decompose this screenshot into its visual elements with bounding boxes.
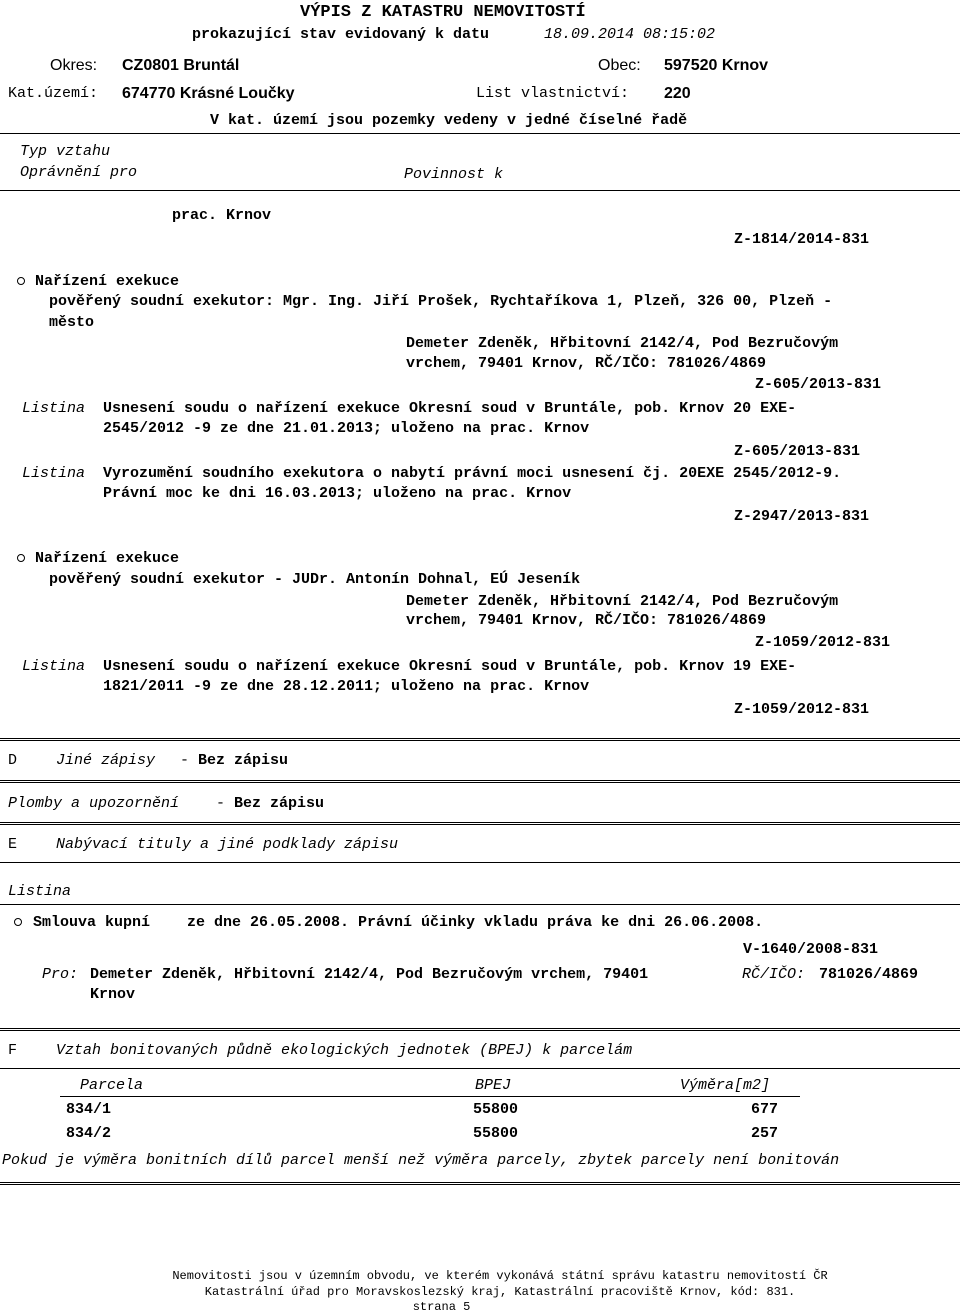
row2-parcela: 834/2: [66, 1125, 112, 1142]
bullet-icon: [14, 918, 22, 926]
section-e-rc-value: 781026/4869: [819, 966, 919, 983]
entry1-debtor2: vrchem, 79401 Krnov, RČ/IČO: 781026/4869: [406, 355, 767, 372]
footer-line2: Katastrální úřad pro Moravskoslezský kraj, Katastrální pracoviště Krnov, kód: 831.: [204, 1285, 796, 1299]
section-e-divider: [0, 822, 960, 825]
entry2-line1: pověřený soudní exekutor - JUDr. Antonín Dohnal, EÚ Jeseník: [49, 571, 581, 588]
entry2-listina1-l2: 1821/2011 -9 ze dne 28.12.2011; uloženo na prac. Krnov: [103, 678, 590, 695]
section-e-label: Nabývací tituly a jiné podklady zápisu: [56, 836, 399, 853]
list-value: 220: [664, 85, 691, 102]
footer-line1: Nemovitosti jsou v územním obvodu, ve kterém vykonává státní správu katastru nemovitostí ČR: [172, 1269, 828, 1283]
entry2-listina-label: Listina: [22, 658, 86, 675]
section-e-listina-label: Listina: [8, 883, 72, 900]
row1-bpej: 55800: [473, 1101, 519, 1118]
entry1-title: Nařízení exekuce: [35, 273, 180, 290]
bpej-note: Pokud je výměra bonitních dílů parcel menší než výměra parcely, zbytek parcely není bonitován: [2, 1152, 840, 1169]
plomby-value: Bez zápisu: [234, 795, 325, 812]
entry2-debtor1: Demeter Zdeněk, Hřbitovní 2142/4, Pod Bezručovým: [406, 593, 839, 610]
col-parcela: Parcela: [80, 1077, 144, 1094]
katuzemi-value: 674770 Krásné Loučky: [122, 85, 295, 102]
entry1-ref1: Z-605/2013-831: [755, 376, 882, 393]
col-vymera: Výměra[m2]: [680, 1077, 771, 1094]
row1-vymera: 677: [751, 1101, 779, 1118]
entry2-ref2: Z-1059/2012-831: [734, 701, 870, 718]
ref-top: Z-1814/2014-831: [734, 231, 870, 248]
document-title: VÝPIS Z KATASTRU NEMOVITOSTÍ: [300, 3, 586, 22]
numbering-note: V kat. území jsou pozemky vedeny v jedné číselné řadě: [210, 112, 688, 129]
table-header-divider: [60, 1096, 800, 1097]
entry1-listina2-l1: Vyrozumění soudního exekutora o nabytí právní moci usnesení čj. 20EXE 2545/2012-9.: [103, 465, 842, 482]
footer-page: strana 5: [412, 1300, 471, 1314]
section-d-letter: D: [8, 752, 18, 769]
section-e-item-detail: ze dne 26.05.2008. Právní účinky vkladu práva ke dni 26.06.2008.: [187, 914, 764, 931]
col-typ-vztahu: Typ vztahu: [20, 143, 111, 160]
row2-bpej: 55800: [473, 1125, 519, 1142]
plomby-divider: [0, 780, 960, 783]
section-f-end-divider: [0, 1182, 960, 1185]
section-e-pro-label: Pro:: [42, 966, 79, 983]
obec-value: 597520 Krnov: [664, 57, 769, 74]
document-date: 18.09.2014 08:15:02: [544, 26, 716, 43]
okres-value: CZ0801 Bruntál: [122, 57, 240, 74]
bullet-icon: [17, 277, 25, 285]
section-e-listina-divider: [0, 904, 960, 905]
section-f-divider: [0, 1028, 960, 1031]
section-f-label: Vztah bonitovaných půdně ekologických jednotek (BPEJ) k parcelám: [56, 1042, 633, 1059]
entry2-title: Nařízení exekuce: [35, 550, 180, 567]
entry1-line1: pověřený soudní exekutor: Mgr. Ing. Jiří Prošek, Rychtaříkova 1, Plzeň, 326 00, Plzeň -: [49, 293, 833, 310]
section-d-divider: [0, 738, 960, 741]
entry1-listina2-label: Listina: [22, 465, 86, 482]
section-e-item-title: Smlouva kupní: [33, 914, 151, 931]
plomby-label: Plomby a upozornění: [8, 795, 180, 812]
entry2-ref1: Z-1059/2012-831: [755, 634, 891, 651]
bullet-icon: [17, 554, 25, 562]
entry1-ref3: Z-2947/2013-831: [734, 508, 870, 525]
section-f-letter: F: [8, 1042, 18, 1059]
katuzemi-label: Kat.území:: [8, 85, 99, 102]
entry2-listina1-l1: Usnesení soudu o nařízení exekuce Okresní soud v Bruntále, pob. Krnov 19 EXE-: [103, 658, 797, 675]
section-e-subdivider: [0, 862, 960, 863]
section-e-ref: V-1640/2008-831: [743, 941, 879, 958]
section-e-pro-value-l2: Krnov: [90, 986, 136, 1003]
entry1-ref2: Z-605/2013-831: [734, 443, 861, 460]
entry1-debtor1: Demeter Zdeněk, Hřbitovní 2142/4, Pod Bezručovým: [406, 335, 839, 352]
list-label: List vlastnictví:: [476, 85, 630, 102]
row2-vymera: 257: [751, 1125, 779, 1142]
section-e-letter: E: [8, 836, 18, 853]
entry1-listina2-l2: Právní moc ke dni 16.03.2013; uloženo na prac. Krnov: [103, 485, 572, 502]
plomby-dash: -: [216, 795, 226, 812]
document-subtitle: prokazující stav evidovaný k datu: [192, 26, 490, 43]
col-bpej: BPEJ: [475, 1077, 512, 1094]
section-f-subdivider: [0, 1068, 960, 1069]
section-d-value: Bez zápisu: [198, 752, 289, 769]
section-d-label: Jiné zápisy: [56, 752, 156, 769]
entry1-listina1-l2: 2545/2012 -9 ze dne 21.01.2013; uloženo na prac. Krnov: [103, 420, 590, 437]
section-e-rc-label: RČ/IČO:: [742, 966, 806, 983]
row1-parcela: 834/1: [66, 1101, 112, 1118]
prac-krnov: prac. Krnov: [172, 207, 272, 224]
entry1-line2: město: [49, 314, 95, 331]
okres-label: Okres:: [50, 57, 98, 74]
section-d-dash: -: [180, 752, 190, 769]
columns-divider: [0, 190, 960, 191]
obec-label: Obec:: [598, 57, 641, 74]
entry1-listina1-l1: Usnesení soudu o nařízení exekuce Okresní soud v Bruntále, pob. Krnov 20 EXE-: [103, 400, 797, 417]
col-povinnost-k: Povinnost k: [404, 166, 504, 183]
section-e-pro-value-l1: Demeter Zdeněk, Hřbitovní 2142/4, Pod Bezručovým vrchem, 79401: [90, 966, 649, 983]
header-divider: [0, 133, 960, 134]
entry2-debtor2: vrchem, 79401 Krnov, RČ/IČO: 781026/4869: [406, 612, 767, 629]
entry1-listina-label: Listina: [22, 400, 86, 417]
col-opravneni-pro: Oprávnění pro: [20, 164, 138, 181]
